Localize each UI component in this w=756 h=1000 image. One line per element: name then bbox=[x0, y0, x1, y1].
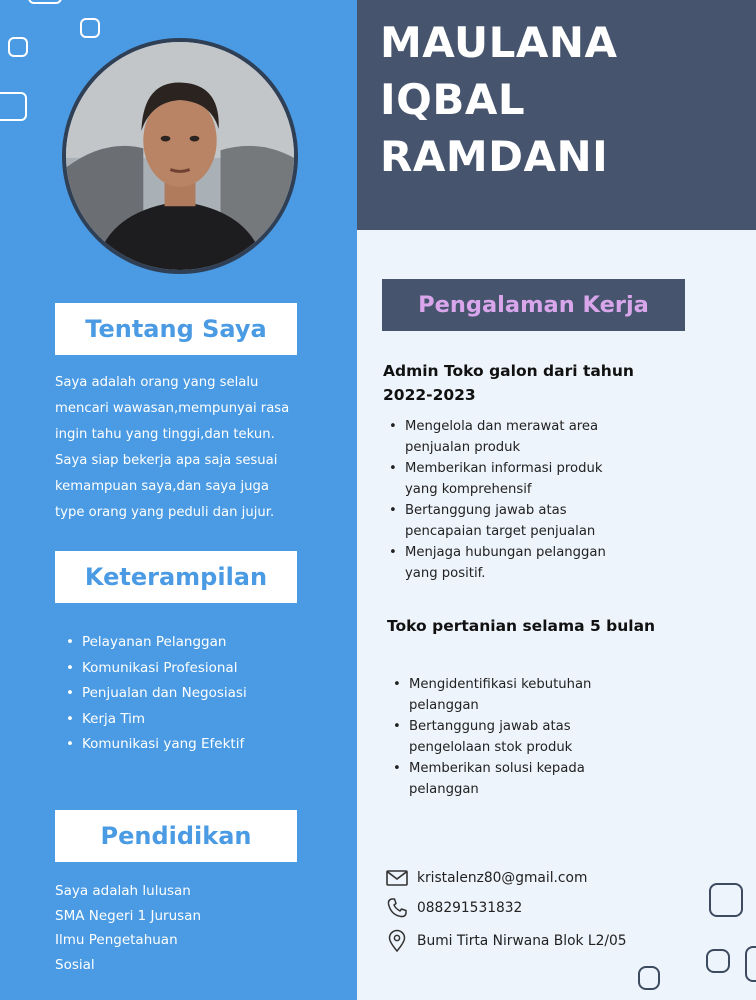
skills-heading-box bbox=[55, 551, 297, 603]
duty-line: • Mengelola dan merawat area bbox=[405, 419, 599, 434]
phone-text: 088291531832 bbox=[417, 900, 523, 916]
education-line: Ilmu Pengetahuan bbox=[55, 932, 178, 948]
skill-item: • Komunikasi Profesional bbox=[66, 656, 247, 682]
decor-square bbox=[745, 946, 756, 982]
job-duties-list bbox=[387, 674, 591, 800]
phone-icon bbox=[385, 896, 409, 920]
education-line: SMA Negeri 1 Jurusan bbox=[55, 907, 202, 924]
decor-square bbox=[8, 37, 28, 57]
duty-line: yang komprehensif bbox=[405, 482, 532, 497]
experience-heading-box bbox=[382, 279, 685, 331]
duty-line: • Bertanggung jawab atas bbox=[409, 719, 571, 734]
job-duty-item bbox=[387, 758, 591, 800]
envelope-icon bbox=[385, 866, 409, 890]
experience-heading: Pengalaman Kerja bbox=[418, 292, 649, 318]
name-line: RAMDANI bbox=[380, 132, 609, 181]
name-line: IQBAL bbox=[380, 75, 526, 124]
left-panel bbox=[0, 0, 357, 1000]
about-heading-box bbox=[55, 303, 297, 355]
duty-line: • Bertanggung jawab atas bbox=[405, 503, 567, 518]
job-title-line: Admin Toko galon dari tahun bbox=[383, 362, 634, 380]
profile-photo-image bbox=[66, 42, 294, 270]
skill-item: • Penjualan dan Negosiasi bbox=[66, 681, 247, 707]
skill-item: • Kerja Tim bbox=[66, 707, 247, 733]
decor-square bbox=[706, 949, 730, 973]
job-title-line: 2022-2023 bbox=[383, 386, 476, 404]
email-text: kristalenz80@gmail.com bbox=[417, 870, 588, 886]
duty-line: pencapaian target penjualan bbox=[405, 524, 596, 539]
contact-phone[interactable] bbox=[385, 896, 522, 920]
about-line: type orang yang peduli dan jujur. bbox=[55, 505, 275, 520]
about-line: ingin tahu yang tinggi,dan tekun. bbox=[55, 427, 275, 442]
name-header bbox=[357, 0, 756, 230]
education-line: Saya adalah lulusan bbox=[55, 883, 191, 899]
duty-line: • Memberikan solusi kepada bbox=[409, 761, 585, 776]
job-title bbox=[383, 359, 634, 407]
skill-item: • Pelayanan Pelanggan bbox=[66, 630, 247, 656]
education-text bbox=[55, 879, 315, 977]
decor-square bbox=[28, 0, 62, 4]
contact-address[interactable] bbox=[385, 929, 627, 953]
job-duty-item bbox=[383, 500, 606, 542]
duty-line: • Memberikan informasi produk bbox=[405, 461, 603, 476]
education-line: Sosial bbox=[55, 956, 95, 973]
contact-email[interactable] bbox=[385, 866, 587, 890]
about-line: Saya siap bekerja apa saja sesuai bbox=[55, 453, 278, 468]
education-heading: Pendidikan bbox=[100, 822, 252, 850]
job-duty-item bbox=[387, 716, 591, 758]
duty-line: pengelolaan stok produk bbox=[409, 740, 573, 755]
about-line: kemampuan saya,dan saya juga bbox=[55, 479, 269, 494]
duty-line: pelanggan bbox=[409, 698, 479, 713]
job-duty-item bbox=[387, 674, 591, 716]
duty-line: penjualan produk bbox=[405, 440, 521, 455]
address-text: Bumi Tirta Nirwana Blok L2/05 bbox=[417, 933, 627, 949]
education-heading-box bbox=[55, 810, 297, 862]
about-line: mencari wawasan,mempunyai rasa bbox=[55, 401, 290, 416]
about-text bbox=[55, 370, 345, 526]
decor-square bbox=[709, 883, 743, 917]
duty-line: pelanggan bbox=[409, 782, 479, 797]
job-title-line: Toko pertanian selama 5 bulan bbox=[387, 617, 656, 635]
about-heading: Tentang Saya bbox=[85, 315, 267, 343]
full-name bbox=[380, 14, 618, 185]
right-panel bbox=[357, 0, 756, 1000]
job-duty-item bbox=[383, 416, 606, 458]
job-duty-item bbox=[383, 458, 606, 500]
job-duties-list bbox=[383, 416, 606, 584]
decor-square bbox=[0, 92, 27, 121]
duty-line: yang positif. bbox=[405, 566, 486, 581]
skills-list bbox=[66, 630, 247, 758]
job-duty-item bbox=[383, 542, 606, 584]
skill-item: • Komunikasi yang Efektif bbox=[66, 732, 247, 758]
decor-square bbox=[638, 966, 660, 990]
decor-square bbox=[80, 18, 100, 38]
profile-photo bbox=[62, 38, 298, 274]
skills-heading: Keterampilan bbox=[84, 563, 268, 591]
duty-line: • Mengidentifikasi kebutuhan bbox=[409, 677, 592, 692]
name-line: MAULANA bbox=[380, 18, 618, 67]
duty-line: • Menjaga hubungan pelanggan bbox=[405, 545, 606, 560]
job-title bbox=[387, 614, 655, 638]
about-line: Saya adalah orang yang selalu bbox=[55, 375, 259, 390]
location-pin-icon bbox=[385, 929, 409, 953]
